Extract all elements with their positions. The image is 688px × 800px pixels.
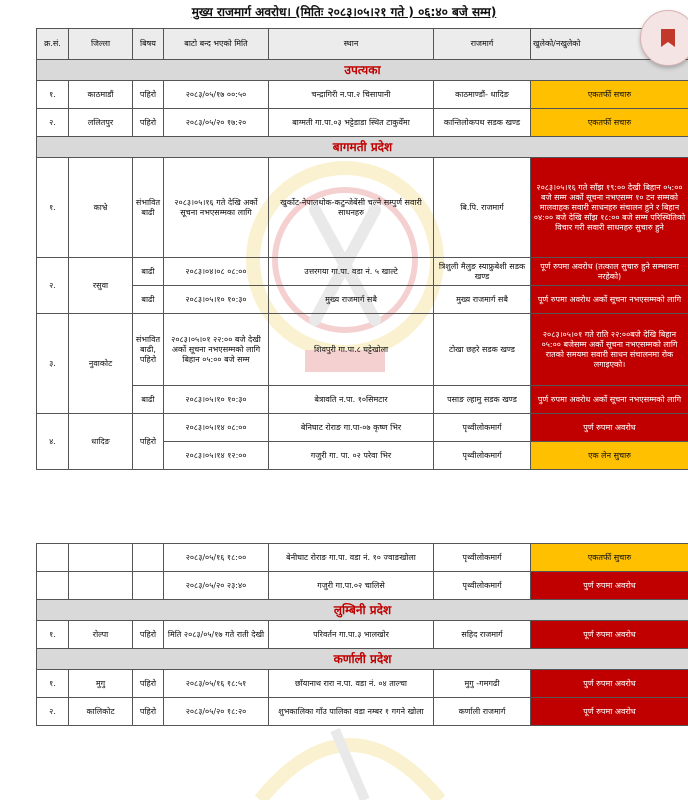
cell-district: रोल्पा: [69, 621, 133, 649]
cell-district: [69, 544, 133, 572]
cell-subject: पहिरो: [133, 414, 164, 470]
cell-date: २०८३।०५।१४ ०८:००: [164, 414, 269, 442]
cell-status: पूर्ण रुपमा अवरोध: [531, 698, 688, 726]
header-status: खुलेको/नखुलेको: [531, 29, 688, 60]
cell-status: पूर्ण रुपमा अवरोध: [531, 621, 688, 649]
cell-place: बेनिघाट रोराङ गा.पा-०७ कृष्ण भिर: [269, 414, 434, 442]
cell-status: एकतर्फी सचारु: [531, 81, 688, 109]
cell-place: मुख्य राजमार्ग सबै: [269, 286, 434, 314]
header-subject: बिषय: [133, 29, 164, 60]
cell-highway: मुगु -गमगढी: [434, 670, 531, 698]
section-row: [37, 60, 688, 81]
cell-date: मिति २०८३/०५/१७ गते राती देखी: [164, 621, 269, 649]
cell-highway: सहिद राजमार्ग: [434, 621, 531, 649]
cell-subject: पहिरो: [133, 670, 164, 698]
cell-sn: १.: [37, 670, 69, 698]
cell-place: खुर्काेट-नेपालथोक-कटुन्जेबेंसी चल्ने सम्पुर्ण सवारी साधनहरु: [269, 158, 434, 258]
section-row: [37, 649, 688, 670]
cell-status: एकतर्फी सुचारु: [531, 544, 688, 572]
cell-place: उत्तरगया गा.पा. वडा नं. ५ खाल्टे: [269, 258, 434, 286]
cell-district: [69, 572, 133, 600]
cell-sn: २.: [37, 698, 69, 726]
table-row: [37, 314, 688, 386]
cell-highway: मुख्य राजमार्ग सबै: [434, 286, 531, 314]
cell-sn: १.: [37, 621, 69, 649]
table-header-row: [37, 29, 688, 60]
table-row: [37, 544, 688, 572]
cell-sn: [37, 572, 69, 600]
table-row: [37, 109, 688, 137]
cell-date: २०८३।०५।१६ गते देखि अर्को सूचना नभएसम्मका लागि: [164, 158, 269, 258]
cell-sn: ३.: [37, 314, 69, 414]
section-title-upatyaka: उपत्यका: [37, 60, 688, 81]
cell-subject: पहिरो: [133, 81, 164, 109]
header-date: बाटो बन्द भएको मिति: [164, 29, 269, 60]
cell-date: २०८३/०५/१७ ००:५०: [164, 81, 269, 109]
table-row: [37, 286, 688, 314]
cell-date: २०८३/०५/२० २३:४०: [164, 572, 269, 600]
bookmark-button[interactable]: [640, 10, 688, 66]
cell-status: पुर्ण रुपमा अवरोध: [531, 414, 688, 442]
header-sn: क्र.सं.: [37, 29, 69, 60]
section-title-lumbini: लुम्बिनी प्रदेश: [37, 600, 688, 621]
page-title: मुख्य राजमार्ग अवरोध। (मितिः २०८३।०५।२१ गते ) ०६:४० बजे सम्म): [0, 3, 688, 20]
cell-status: २०८३।०५।१६ गते साँझ १९:०० देखी बिहान ०५:०० बजे सम्म अर्को सूचना नभएसम्म १० टन सम्मको मालवाहक सवारी साधनहरु संचालन हुने र बिहान ०४:०० बजे देखि साँझ १८:०० बजे सम्म परिस्थितिको विचार गरी सवारी साधनहरु सुचारु हुने: [531, 158, 688, 258]
table-row: [37, 158, 688, 258]
table-row: [37, 670, 688, 698]
cell-date: २०८३।०५।१० १०:३०: [164, 286, 269, 314]
cell-highway: काठमाण्डौं- धादिङ: [434, 81, 531, 109]
cell-status: पुर्ण रुपमा अवरोध: [531, 572, 688, 600]
cell-district: काठमाडौं: [69, 81, 133, 109]
table-row: [37, 621, 688, 649]
section-title-karnali: कर्णाली प्रदेश: [37, 649, 688, 670]
header-place: स्थान: [269, 29, 434, 60]
cell-date: २०८३/०५/१६ १८:००: [164, 544, 269, 572]
cell-date: २०८३।०५।०१ २२:०० बजे देखी अर्को सूचना नभएसम्मको लागि बिहान ०५:०० बजे सम्म: [164, 314, 269, 386]
cell-place: गजुरी गा.पा.०२ चालिसे: [269, 572, 434, 600]
section-title-bagmati: बागमती प्रदेश: [37, 137, 688, 158]
cell-subject: पहिरो: [133, 698, 164, 726]
cell-place: शिवपुरी गा.पा.८ घट्टेखोला: [269, 314, 434, 386]
cell-subject: [133, 544, 164, 572]
cell-subject: संभावित बाढी, पहिरो: [133, 314, 164, 386]
cell-highway: कर्णाली राजमार्ग: [434, 698, 531, 726]
table-row: [37, 698, 688, 726]
cell-district: नुवाकोट: [69, 314, 133, 414]
cell-place: परिवर्तन गा.पा.३ भालखोर: [269, 621, 434, 649]
cell-sn: [37, 544, 69, 572]
cell-place: शुभकालिका गाँउ पालिका वडा नम्बर १ गगने खोला: [269, 698, 434, 726]
cell-district: रसुवा: [69, 258, 133, 314]
cell-highway: त्रिशुली मैलुङ स्याफ्रुबेशी सडक खण्ड: [434, 258, 531, 286]
cell-status: पूर्ण रुपमा अवरोध (तत्काल सुचारु हुने सम्भावना नरहेको): [531, 258, 688, 286]
cell-subject: पहिरो: [133, 621, 164, 649]
cell-place: गजुरी गा. पा. ०२ परेवा भिर: [269, 442, 434, 470]
header-district: जिल्ला: [69, 29, 133, 60]
cell-date: २०८३/०५/२० १८:२०: [164, 698, 269, 726]
cell-subject: बाढी: [133, 386, 164, 414]
cell-district: ललितपुर: [69, 109, 133, 137]
cell-place: छाँयानाथ रारा न.पा. वडा नं. ०४ ताल्चा: [269, 670, 434, 698]
cell-status: पुर्ण रुपमा अवरोध: [531, 670, 688, 698]
cell-subject: बाढी: [133, 286, 164, 314]
cell-district: कालिकोट: [69, 698, 133, 726]
cell-status: पूर्ण रुपमा अवरोध अर्को सूचना नभएसम्मको लागि: [531, 286, 688, 314]
cell-status: पुर्ण रुपमा अवरोध अर्को सूचना नभएसम्मको लागि: [531, 386, 688, 414]
cell-status: एकतर्फी सचारु: [531, 109, 688, 137]
road-blockage-table-page-1: [36, 28, 688, 470]
cell-date: २०८३/०५/१६ १८:५१: [164, 670, 269, 698]
cell-highway: पृथ्वीलोकमार्ग: [434, 544, 531, 572]
cell-subject: पहिरो: [133, 109, 164, 137]
table-row: [37, 572, 688, 600]
cell-district: काभ्रे: [69, 158, 133, 258]
cell-subject: बाढी: [133, 258, 164, 286]
cell-subject: [133, 572, 164, 600]
cell-highway: बि.पि. राजमार्ग: [434, 158, 531, 258]
cell-date: २०८३/०५/२० १७:२०: [164, 109, 269, 137]
cell-date: २०८३।०५।१४ १२:००: [164, 442, 269, 470]
cell-district: धादिङ: [69, 414, 133, 470]
cell-highway: पृथ्वीलोकमार्ग: [434, 414, 531, 442]
cell-sn: २.: [37, 258, 69, 314]
cell-highway: टोखा छहरे सडक खण्ड: [434, 314, 531, 386]
cell-place: चन्द्रागिरी न.पा.२ चिसापानी: [269, 81, 434, 109]
section-row: [37, 600, 688, 621]
header-highway: राजमार्ग: [434, 29, 531, 60]
table-row: [37, 414, 688, 442]
cell-place: बेनीघाट रोराङ गा.पा. वडा नं. १० ज्वाङखोला: [269, 544, 434, 572]
cell-sn: १.: [37, 81, 69, 109]
cell-status: एक लेन सुचारु: [531, 442, 688, 470]
table-row: [37, 81, 688, 109]
cell-sn: २.: [37, 109, 69, 137]
cell-subject: संभावित बाढी: [133, 158, 164, 258]
cell-date: २०८३।०४।०८ ०८:००: [164, 258, 269, 286]
cell-sn: १.: [37, 158, 69, 258]
table-row: [37, 258, 688, 286]
cell-highway: कान्तिलोकपथ सडक खण्ड: [434, 109, 531, 137]
cell-place: बेत्रावति न.पा. १०सिमटार: [269, 386, 434, 414]
cell-highway: पसाङ ल्हामु सडक खण्ड: [434, 386, 531, 414]
section-row: [37, 137, 688, 158]
table-row: [37, 386, 688, 414]
cell-sn: ४.: [37, 414, 69, 470]
bookmark-icon: [661, 29, 675, 47]
cell-place: बाग्मती गा.पा.०३ भट्टेडाडा स्थित टाकुवेँमा: [269, 109, 434, 137]
cell-highway: पृथ्वीलोकमार्ग: [434, 442, 531, 470]
cell-highway: पृथ्वीलोकमार्ग: [434, 572, 531, 600]
cell-district: मुगु: [69, 670, 133, 698]
cell-date: २०८३।०५।१० १०:३०: [164, 386, 269, 414]
cell-status: २०८३।०५।०१ गते राति २२:००बजे देखि बिहान ०५:०० बजेसम्म अर्को सूचना नभएसम्मको लागि रातको समयमा सवारी साधन संचालनमा रोक लगाइएको।: [531, 314, 688, 386]
road-blockage-table-page-2: [36, 543, 688, 726]
